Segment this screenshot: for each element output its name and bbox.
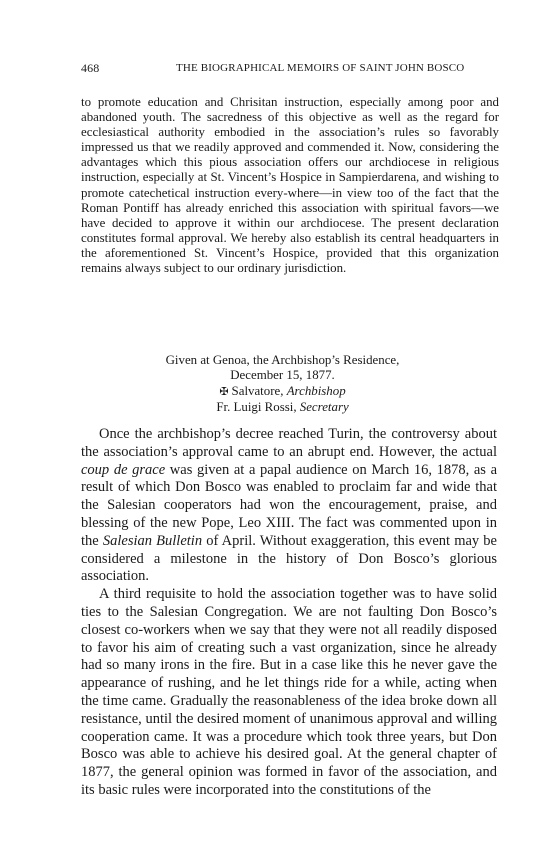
page-number: 468 [81, 61, 100, 75]
paragraph-1-text-a: Once the archbishop’s decree reached Turin, the controversy about the association’s approval came to an abrupt end. However, the actual [81, 426, 497, 460]
signature-date-line: December 15, 1877. [230, 368, 335, 383]
archbishop-name: Salvatore, [231, 383, 287, 398]
archbishop-title: Archbishop [286, 383, 346, 398]
secretary-name: Fr. Luigi Rossi, [216, 399, 300, 414]
quoted-decree [81, 95, 499, 276]
body-paragraph-1 [81, 426, 497, 586]
body-paragraph-2: A third requisite to hold the association together was to have solid ties to the Salesian Congregation. We are not faulting Don Bosco’s closest co-workers when we say that they were not all readily disposed to favor his aim of creating such a vast organization, since he already had so many irons in the fire. But in a case like this he never gave the appearance of rushing, and he let things ride for a while, acting when the time came. Gradually the reasonableness of the idea broke down all resistance, until the desired moment of unanimous approval and willing cooperation came. It was a procedure which took three years, but Don Bosco was able to achieve his desired goal. At the general chapter of 1877, the general opinion was formed in favor of the association, and its basic rules were incorporated into the constitutions of the [81, 586, 497, 798]
secretary-title: Secretary [299, 399, 349, 414]
running-header [81, 61, 484, 77]
decree-text: to promote education and Chrisitan instruction, especially among poor and abandoned youth. The sacredness of this objective as well as the regard for ecclesiastical authority embodied in the association’s rules so favorably impressed us that we readily approved and commended it. Now, considering the advantages which this pious association offers our archdiocese in religious instruction, especially at St. Vincent’s Hospice in Sampierdarena, and wishing to promote catechetical instruction every-where—in view too of the fact that the Roman Pontiff has already enriched this association with spiritual favors—we have decided to approve it within our archdiocese. The present declaration constitutes formal approval. We hereby also establish its central headquarters in the aforementioned St. Vincent’s Hospice, provided that this organization remains always subject to our ordinary jurisdiction. [81, 95, 499, 276]
running-title: THE BIOGRAPHICAL MEMOIRS OF SAINT JOHN BOSCO [176, 62, 465, 74]
signature-secretary-line [81, 400, 484, 415]
paragraph-1-text-c: of April. Without exaggeration, this event may be considered a milestone in the history of Don Bosco’s glorious association. [81, 532, 497, 585]
signature-place-line: Given at Genoa, the Archbishop’s Residence, [165, 353, 400, 367]
body-text [81, 426, 497, 800]
decree-signature [81, 353, 484, 415]
paragraph-1-italic-salesian-bulletin: Salesian Bulletin [102, 532, 203, 549]
signature-archbishop-line [81, 384, 484, 400]
paragraph-1-italic-coup-de-grace: coup de grace [81, 461, 166, 478]
maltese-cross-icon: ✠ [219, 385, 229, 398]
paragraph-1-text-b: was given at a papal audience on March 16, 1878, as a result of which Don Bosco was enabled to proclaim far and wide that the Salesian cooperators had won the encouragement, praise, and blessing of the new Pope, Leo XIII. The fact was commented upon in the [81, 461, 497, 549]
